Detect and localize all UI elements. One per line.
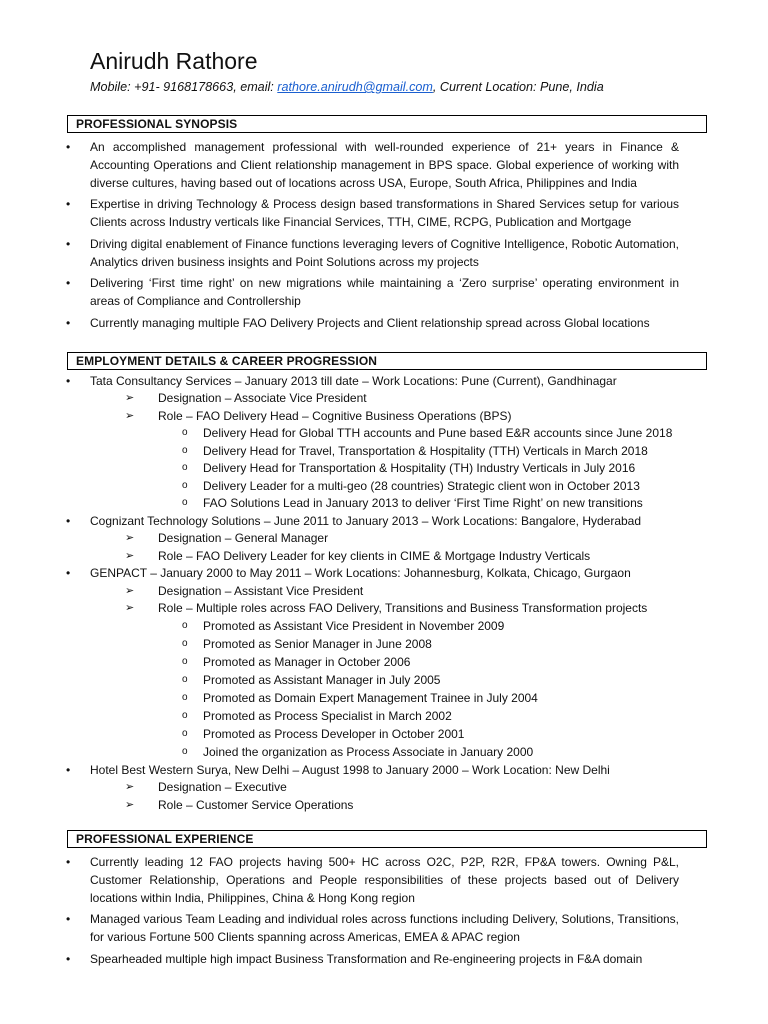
milestone-text: Delivery Head for Travel, Transportation & Hospitality (TTH) Verticals in March 2018 — [203, 444, 648, 458]
arrow-bullet-icon: ➢ — [125, 392, 135, 404]
role-entry — [125, 389, 367, 407]
role-entry — [125, 778, 287, 796]
circle-bullet-icon: o — [182, 497, 188, 508]
circle-bullet-icon: o — [182, 710, 188, 721]
milestone-text: Joined the organization as Process Associate in January 2000 — [203, 745, 534, 759]
milestone-entry — [182, 743, 534, 761]
milestone-entry — [182, 707, 452, 725]
role-entry — [125, 407, 512, 425]
role-text: Designation – Associate Vice President — [158, 391, 367, 405]
circle-bullet-icon: o — [182, 462, 188, 473]
bullet-marker: • — [66, 763, 71, 777]
role-text: Role – FAO Delivery Head – Cognitive Business Operations (BPS) — [158, 409, 512, 423]
role-text: Role – Customer Service Operations — [158, 798, 354, 812]
synopsis-bullet: • An accomplished management professional with well-rounded experience of 21+ years in Finance & Accounting Operations and Client relationship management in BPS space. Global experience of working with diverse cultures, having based out of locations across USA, Europe, South Africa, Philippines and India — [90, 138, 679, 192]
arrow-bullet-icon: ➢ — [125, 781, 135, 793]
synopsis-bullet: • Delivering ‘First time right’ on new migrations while maintaining a ‘Zero surprise’ operating environment in areas of Compliance and Controllership — [90, 274, 679, 310]
milestone-text: Promoted as Manager in October 2006 — [203, 655, 411, 669]
email-link[interactable]: rathore.anirudh@gmail.com — [277, 80, 433, 94]
circle-bullet-icon: o — [182, 427, 188, 438]
bullet-marker: • — [66, 566, 71, 580]
role-entry — [125, 796, 354, 814]
section-header-experience: PROFESSIONAL EXPERIENCE — [67, 830, 707, 848]
role-text: Role – FAO Delivery Leader for key clients in CIME & Mortgage Industry Verticals — [158, 549, 591, 563]
employer-entry — [66, 761, 610, 779]
circle-bullet-icon: o — [182, 746, 188, 757]
milestone-text: Promoted as Domain Expert Management Trainee in July 2004 — [203, 691, 538, 705]
milestone-entry — [182, 689, 538, 707]
synopsis-bullet: • Driving digital enablement of Finance functions leveraging levers of Cognitive Intelligence, Robotic Automation, Analytics driven business insights and Point Solutions across my projects — [90, 235, 679, 271]
arrow-bullet-icon: ➢ — [125, 410, 135, 422]
experience-bullet: • Spearheaded multiple high impact Business Transformation and Re-engineering projects in F&A domain — [90, 950, 679, 968]
location-text: , Current Location: Pune, India — [432, 80, 604, 94]
employer-text: Cognizant Technology Solutions – June 2011 to January 2013 – Work Locations: Bangalore, Hyderabad — [90, 514, 642, 528]
contact-line — [90, 79, 604, 96]
milestone-entry — [182, 459, 636, 477]
circle-bullet-icon: o — [182, 480, 188, 491]
milestone-text: Promoted as Process Specialist in March 2002 — [203, 709, 452, 723]
experience-bullet: • Managed various Team Leading and individual roles across functions including Delivery, Solutions, Transitions, for various Fortune 500 Clients spanning across Americas, EMEA & APAC region — [90, 910, 679, 946]
milestone-entry — [182, 653, 411, 671]
role-text: Designation – Executive — [158, 780, 287, 794]
role-entry — [125, 547, 591, 565]
milestone-entry — [182, 671, 441, 689]
synopsis-bullet: • Currently managing multiple FAO Delivery Projects and Client relationship spread across Global locations — [90, 314, 679, 332]
bullet-marker: • — [66, 514, 71, 528]
employer-entry — [66, 372, 617, 390]
experience-bullet: • Currently leading 12 FAO projects having 500+ HC across O2C, P2P, R2R, FP&A towers. Owning P&L, Customer Relationship, Operations and People responsibilities of these projects based out of Delivery locations within India, Philippines, China & Hong Kong region — [90, 853, 679, 907]
role-text: Designation – Assistant Vice President — [158, 584, 364, 598]
role-entry — [125, 529, 329, 547]
role-text: Designation – General Manager — [158, 531, 329, 545]
milestone-entry — [182, 725, 465, 743]
milestone-entry — [182, 494, 643, 512]
milestone-text: FAO Solutions Lead in January 2013 to deliver ‘First Time Right’ on new transitions — [203, 496, 643, 510]
circle-bullet-icon: o — [182, 656, 188, 667]
candidate-name: Anirudh Rathore — [90, 48, 258, 74]
milestone-text: Promoted as Assistant Manager in July 2005 — [203, 673, 441, 687]
section-header-synopsis: PROFESSIONAL SYNOPSIS — [67, 115, 707, 133]
section-header-employment: EMPLOYMENT DETAILS & CAREER PROGRESSION — [67, 352, 707, 370]
circle-bullet-icon: o — [182, 692, 188, 703]
arrow-bullet-icon: ➢ — [125, 602, 135, 614]
synopsis-bullet: • Expertise in driving Technology & Process design based transformations in Shared Services setup for various Clients across Industry verticals like Financial Services, TTH, CIME, RCPG, Publication and Mortgage — [90, 195, 679, 231]
employer-text: Hotel Best Western Surya, New Delhi – August 1998 to January 2000 – Work Location: New Delhi — [90, 763, 610, 777]
milestone-entry — [182, 635, 432, 653]
milestone-text: Delivery Head for Transportation & Hospitality (TH) Industry Verticals in July 2016 — [203, 461, 636, 475]
circle-bullet-icon: o — [182, 620, 188, 631]
bullet-marker: • — [66, 374, 71, 388]
milestone-text: Delivery Leader for a multi-geo (28 countries) Strategic client won in October 2013 — [203, 479, 640, 493]
employer-text: GENPACT – January 2000 to May 2011 – Work Locations: Johannesburg, Kolkata, Chicago, Gurgaon — [90, 566, 631, 580]
role-text: Role – Multiple roles across FAO Delivery, Transitions and Business Transformation projects — [158, 601, 648, 615]
employer-entry — [66, 512, 642, 530]
milestone-entry — [182, 477, 640, 495]
role-entry — [125, 599, 648, 617]
milestone-entry — [182, 442, 648, 460]
circle-bullet-icon: o — [182, 638, 188, 649]
mobile-text: Mobile: +91- 9168178663, email: — [90, 80, 278, 94]
circle-bullet-icon: o — [182, 445, 188, 456]
employer-entry — [66, 564, 631, 582]
milestone-text: Promoted as Assistant Vice President in November 2009 — [203, 619, 505, 633]
milestone-text: Delivery Head for Global TTH accounts and Pune based E&R accounts since June 2018 — [203, 426, 673, 440]
arrow-bullet-icon: ➢ — [125, 550, 135, 562]
milestone-text: Promoted as Senior Manager in June 2008 — [203, 637, 432, 651]
milestone-entry — [182, 617, 505, 635]
arrow-bullet-icon: ➢ — [125, 532, 135, 544]
milestone-entry — [182, 424, 673, 442]
arrow-bullet-icon: ➢ — [125, 799, 135, 811]
role-entry — [125, 582, 364, 600]
employer-text: Tata Consultancy Services – January 2013 till date – Work Locations: Pune (Current), Gandhinagar — [90, 374, 617, 388]
milestone-text: Promoted as Process Developer in October 2001 — [203, 727, 465, 741]
circle-bullet-icon: o — [182, 674, 188, 685]
circle-bullet-icon: o — [182, 728, 188, 739]
arrow-bullet-icon: ➢ — [125, 585, 135, 597]
